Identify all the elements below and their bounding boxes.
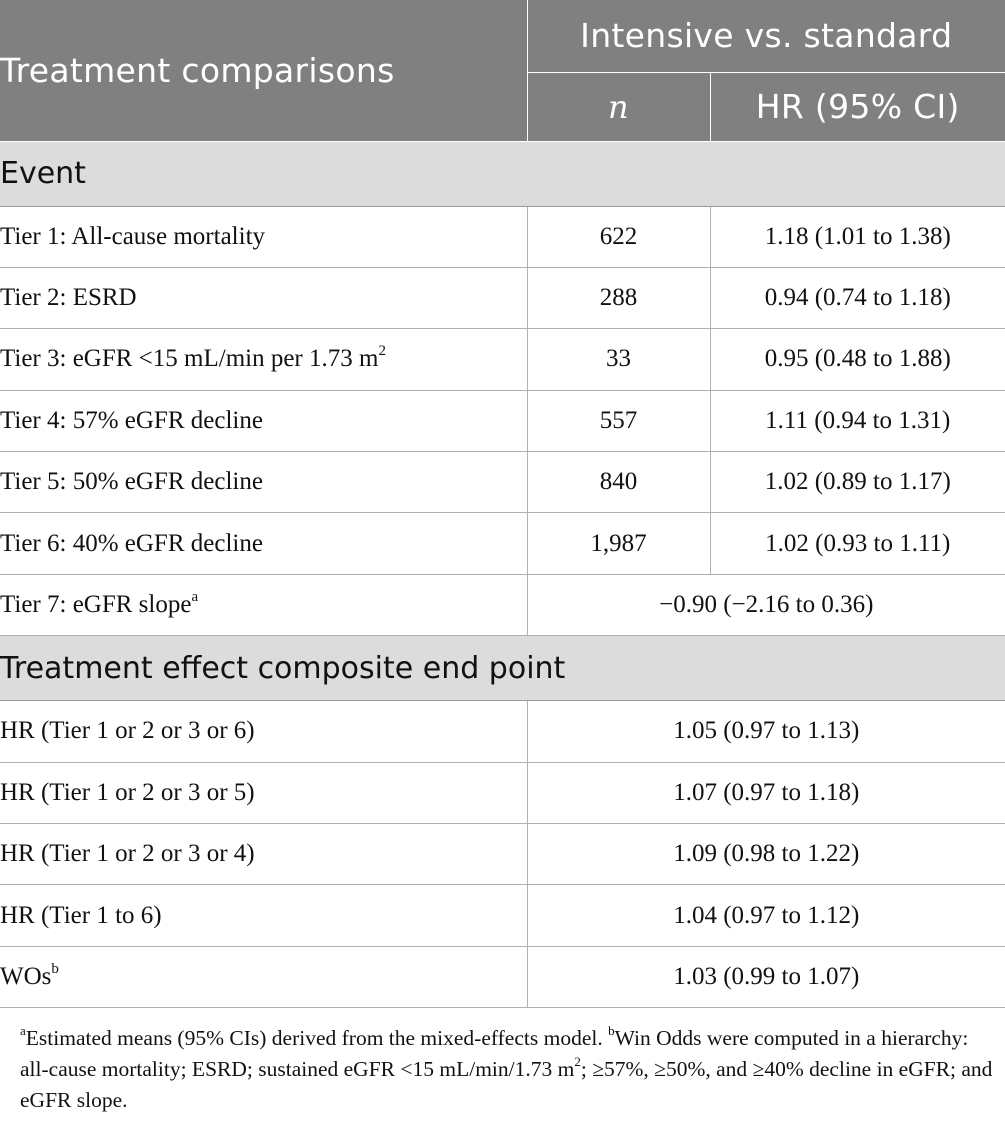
table-row xyxy=(0,885,1005,946)
header-hr-ci: HR (95% CI) xyxy=(710,72,1005,141)
row-label: HR (Tier 1 or 2 or 3 or 6) xyxy=(0,701,527,762)
table-row xyxy=(0,946,1005,1007)
row-n: 557 xyxy=(527,390,710,451)
header-treatment-comparisons: Treatment comparisons xyxy=(0,0,527,141)
table-row xyxy=(0,701,1005,762)
row-n: 288 xyxy=(527,267,710,328)
row-label: HR (Tier 1 or 2 or 3 or 5) xyxy=(0,762,527,823)
superscript: b xyxy=(51,960,59,977)
row-label-cell xyxy=(0,329,527,390)
superscript: 2 xyxy=(378,343,386,360)
row-hr: 1.18 (1.01 to 1.38) xyxy=(710,206,1005,267)
row-label: Tier 3: eGFR <15 mL/min per 1.73 m xyxy=(0,345,379,373)
table-row xyxy=(0,574,1005,635)
row-label: Tier 2: ESRD xyxy=(0,267,527,328)
row-value: 1.04 (0.97 to 1.12) xyxy=(527,885,1005,946)
table-row xyxy=(0,824,1005,885)
row-label: Tier 5: 50% eGFR decline xyxy=(0,452,527,513)
header-n: n xyxy=(527,72,710,141)
table-row xyxy=(0,513,1005,574)
row-value: 1.03 (0.99 to 1.07) xyxy=(527,946,1005,1007)
row-n: 840 xyxy=(527,452,710,513)
row-hr: 1.02 (0.89 to 1.17) xyxy=(710,452,1005,513)
superscript: a xyxy=(191,588,199,605)
row-label: Tier 7: eGFR slope xyxy=(0,591,192,619)
row-value: 1.05 (0.97 to 1.13) xyxy=(527,701,1005,762)
footnote-b-text: Win Odds were computed in a hierarchy: all-cause mortality; ESRD; sustained eGFR <15 mL/min/1.73 m xyxy=(20,1026,969,1081)
footnote-mark-b: b xyxy=(608,1022,615,1038)
row-label: Tier 1: All-cause mortality xyxy=(0,206,527,267)
table-row xyxy=(0,329,1005,390)
row-label: Tier 4: 57% eGFR decline xyxy=(0,390,527,451)
row-label: Tier 6: 40% eGFR decline xyxy=(0,513,527,574)
row-value: 1.09 (0.98 to 1.22) xyxy=(527,824,1005,885)
row-label: HR (Tier 1 or 2 or 3 or 4) xyxy=(0,824,527,885)
table-row xyxy=(0,390,1005,451)
row-hr: 0.95 (0.48 to 1.88) xyxy=(710,329,1005,390)
section-composite-end-point: Treatment effect composite end point xyxy=(0,636,1005,701)
footnote-b-text-end: ; ≥57%, ≥50%, and ≥40% decline in eGFR; and eGFR slope. xyxy=(20,1057,993,1112)
row-value: −0.90 (−2.16 to 0.36) xyxy=(527,574,1005,635)
row-value: 1.07 (0.97 to 1.18) xyxy=(527,762,1005,823)
row-hr: 0.94 (0.74 to 1.18) xyxy=(710,267,1005,328)
table-row xyxy=(0,267,1005,328)
row-n: 622 xyxy=(527,206,710,267)
row-n: 1,987 xyxy=(527,513,710,574)
footnote-mark-a: a xyxy=(20,1022,26,1038)
row-label-cell xyxy=(0,574,527,635)
row-hr: 1.02 (0.93 to 1.11) xyxy=(710,513,1005,574)
table-footnote xyxy=(20,1023,995,1116)
table-row xyxy=(0,452,1005,513)
footnote-b-superscript: 2 xyxy=(574,1053,581,1069)
row-label: HR (Tier 1 to 6) xyxy=(0,885,527,946)
header-intensive-vs-standard: Intensive vs. standard xyxy=(527,0,1005,72)
table-row xyxy=(0,206,1005,267)
row-n: 33 xyxy=(527,329,710,390)
table-row xyxy=(0,762,1005,823)
section-event: Event xyxy=(0,141,1005,206)
row-label: WOs xyxy=(0,962,52,990)
row-label-cell xyxy=(0,946,527,1007)
footnote-a-text: Estimated means (95% CIs) derived from the mixed-effects model. xyxy=(25,1026,609,1050)
row-hr: 1.11 (0.94 to 1.31) xyxy=(710,390,1005,451)
